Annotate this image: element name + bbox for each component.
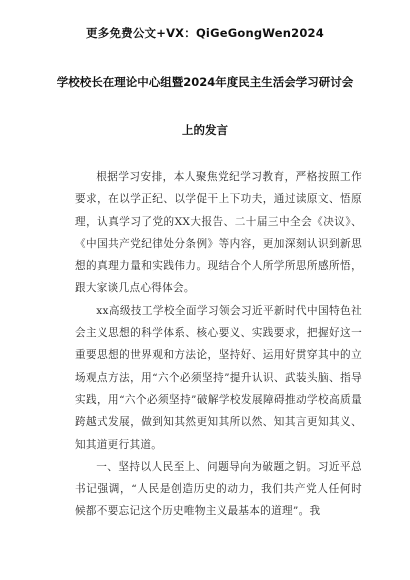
document-body	[75, 166, 362, 523]
paragraph: 根据学习安排，本人聚焦党纪学习教育，严格按照工作要求，在以学正纪、以学促干上下功夫，通过读原文、悟原理，认真学习了党的XX大报告、二十届三中全会《决议》、《中国共产党纪律处分条例》等内容，更加深刻认识到新思想的真理力量和实践伟力。现结合个人所学所思所感所悟，跟大家谈几点心得体会。	[75, 171, 362, 295]
paragraph: xx高级技工学校全面学习领会习近平新时代中国特色社会主义思想的科学体系、核心要义、实践要求，把握好这一重要思想的世界观和方法论，坚持好、运用好贯穿其中的立场观点方法，用“六个必须坚持”提升认识、武装头脑、指导实践，用“六个必须坚持”破解学校发展障碍推动学校高质量跨越式发展，做到知其然更知其所以然、知其言更知其义、知其道更行其道。	[75, 304, 362, 451]
document-title-continued: 上的发言	[182, 123, 228, 137]
document-header: 更多免费公文+VX：QiGeGongWen2024	[86, 26, 324, 40]
paragraph: 一、坚持以人民至上、问题导向为破题之钥。习近平总书记强调，“人民是创造历史的动力，我们共产党人任何时候都不要忘记这个历史唯物主义最基本的道理”。我	[75, 460, 362, 518]
document-title: 学校校长在理论中心组暨2024年度民主生活会学习研讨会	[56, 75, 354, 89]
